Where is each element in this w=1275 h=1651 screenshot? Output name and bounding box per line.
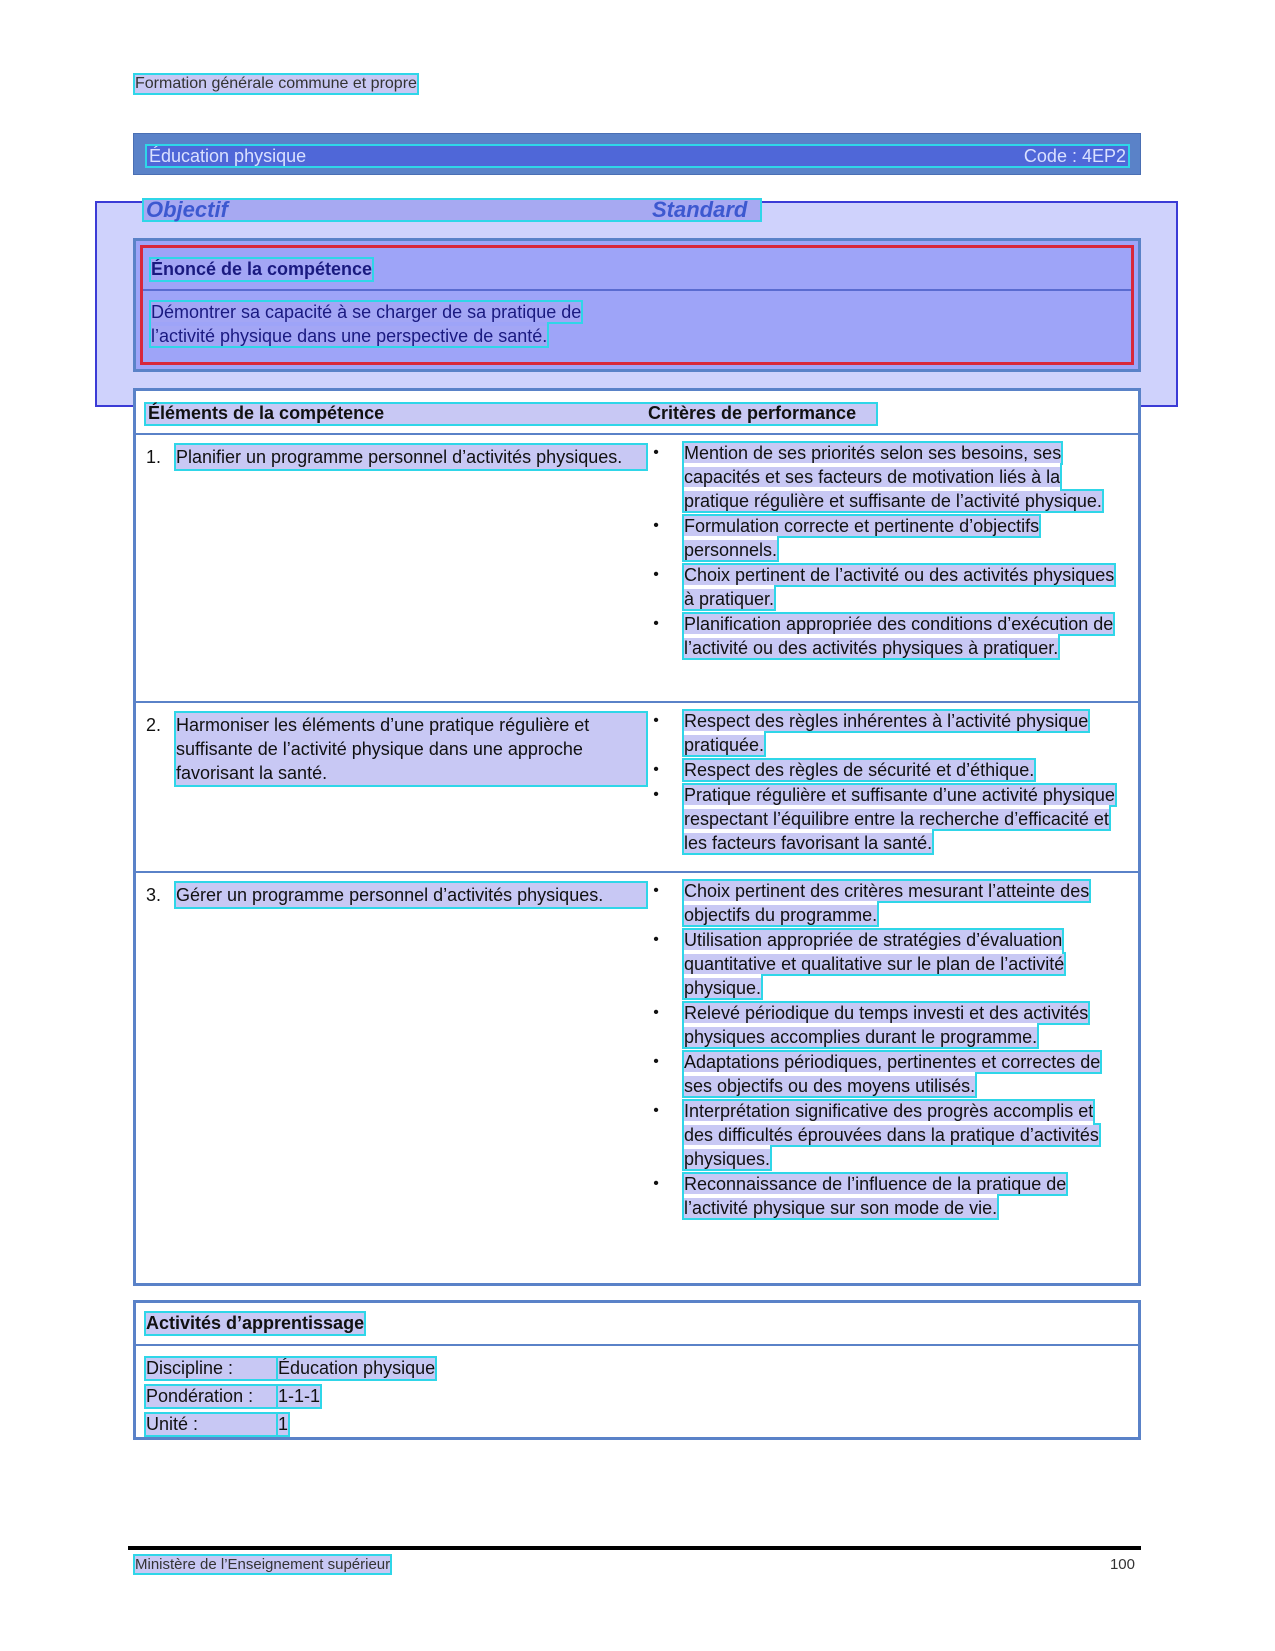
bullet-icon: • — [653, 1102, 659, 1119]
element-text: Harmoniser les éléments d’une pratique régulière et suffisante de l’activité physique dans une approche favorisant la santé. — [176, 713, 646, 785]
element-number: 1. — [146, 447, 162, 467]
course-title: Éducation physique — [149, 145, 307, 166]
criterion-item — [648, 1050, 1126, 1098]
discipline-label: Discipline : — [146, 1358, 278, 1379]
criterion-text: Respect des règles inhérentes à l’activité physique pratiquée. — [684, 711, 1089, 755]
criterion-item — [648, 783, 1126, 855]
element-cell — [146, 883, 646, 907]
criteria-list — [648, 879, 1126, 1221]
criterion-item — [648, 758, 1126, 782]
bullet-icon: • — [653, 517, 659, 534]
statement-text — [151, 300, 611, 348]
table-row — [136, 871, 1138, 1283]
unit-label: Unité : — [146, 1414, 278, 1435]
column-header-criteria: Critères de performance — [648, 403, 857, 423]
course-title-bar — [133, 133, 1141, 175]
table-row — [136, 433, 1138, 703]
criterion-text: Pratique régulière et suffisante d’une activité physique respectant l’équilibre entre la recherche d’efficacité et les facteurs favorisant la santé. — [684, 785, 1115, 853]
criterion-item — [648, 563, 1126, 611]
element-number: 3. — [146, 885, 162, 905]
criterion-text: Choix pertinent des critères mesurant l’atteinte des objectifs du programme. — [684, 881, 1090, 925]
criterion-text: Utilisation appropriée de stratégies d’évaluation quantitative et qualitative sur le plan de l’activité physique. — [684, 930, 1065, 998]
unit-value: 1 — [278, 1414, 289, 1434]
criterion-item — [648, 612, 1126, 660]
statement-heading: Énoncé de la compétence — [151, 259, 373, 279]
bullet-icon: • — [653, 566, 659, 583]
criterion-item — [648, 441, 1126, 513]
elements-criteria-table — [133, 388, 1141, 1286]
activities-divider — [136, 1344, 1138, 1346]
bullet-icon: • — [653, 1053, 659, 1070]
element-text: Gérer un programme personnel d’activités physiques. — [176, 883, 646, 907]
weighting-value: 1-1-1 — [278, 1386, 321, 1406]
learning-activities-box — [133, 1300, 1141, 1440]
criterion-item — [648, 1099, 1126, 1171]
discipline-value: Éducation physique — [278, 1358, 436, 1378]
criterion-item — [648, 514, 1126, 562]
bullet-icon: • — [653, 1175, 659, 1192]
element-cell — [146, 445, 646, 469]
element-text: Planifier un programme personnel d’activités physiques. — [176, 445, 646, 469]
footer-ministry: Ministère de l’Enseignement supérieur — [135, 1556, 391, 1573]
table-row — [136, 701, 1138, 873]
activities-heading: Activités d’apprentissage — [146, 1313, 365, 1333]
criterion-item — [648, 709, 1126, 757]
criterion-text: Interprétation significative des progrès accomplis et des difficultés éprouvées dans la pratique d’activités physiques. — [684, 1101, 1099, 1169]
unit-row — [146, 1414, 288, 1435]
footer-rule — [128, 1546, 1141, 1550]
criterion-item — [648, 879, 1126, 927]
objective-label: Objectif — [146, 197, 228, 222]
discipline-row — [146, 1358, 435, 1379]
column-header-elements: Éléments de la compétence — [148, 403, 385, 423]
criterion-text: Formulation correcte et pertinente d’objectifs personnels. — [684, 516, 1040, 560]
competency-statement-box — [133, 238, 1141, 372]
bullet-icon: • — [653, 444, 659, 461]
running-header: Formation générale commune et propre — [135, 75, 417, 92]
element-cell — [146, 713, 646, 785]
criterion-text: Respect des règles de sécurité et d’éthique. — [684, 760, 1035, 780]
criteria-list — [648, 709, 1126, 856]
element-number: 2. — [146, 715, 162, 735]
criterion-text: Planification appropriée des conditions d’exécution de l’activité ou des activités physiques à pratiquer. — [684, 614, 1114, 658]
criterion-text: Choix pertinent de l’activité ou des activités physiques à pratiquer. — [684, 565, 1115, 609]
criterion-text: Relevé périodique du temps investi et des activités physiques accomplies durant le programme. — [684, 1003, 1089, 1047]
weighting-row — [146, 1386, 320, 1407]
weighting-label: Pondération : — [146, 1386, 278, 1407]
course-code: Code : 4EP2 — [1023, 145, 1126, 166]
criterion-text: Adaptations périodiques, pertinentes et correctes de ses objectifs ou des moyens utilisés. — [684, 1052, 1101, 1096]
bullet-icon: • — [653, 615, 659, 632]
statement-text-content: Démontrer sa capacité à se charger de sa pratique de l’activité physique dans une perspective de santé. — [151, 302, 582, 346]
criterion-text: Mention de ses priorités selon ses besoins, ses capacités et ses facteurs de motivation liés à la pratique régulière et suffisante de l’activité physique. — [684, 443, 1102, 511]
criterion-item — [648, 1001, 1126, 1049]
criterion-item — [648, 1172, 1126, 1220]
bullet-icon: • — [653, 882, 659, 899]
bullet-icon: • — [653, 931, 659, 948]
criterion-item — [648, 928, 1126, 1000]
criterion-text: Reconnaissance de l’influence de la pratique de l’activité physique sur son mode de vie. — [684, 1174, 1067, 1218]
bullet-icon: • — [653, 1004, 659, 1021]
statement-divider — [143, 289, 1131, 291]
bullet-icon: • — [653, 786, 659, 803]
criteria-list — [648, 441, 1126, 661]
bullet-icon: • — [653, 761, 659, 778]
page-number: 100 — [1109, 1556, 1135, 1573]
bullet-icon: • — [653, 712, 659, 729]
standard-label: Standard — [652, 197, 748, 222]
